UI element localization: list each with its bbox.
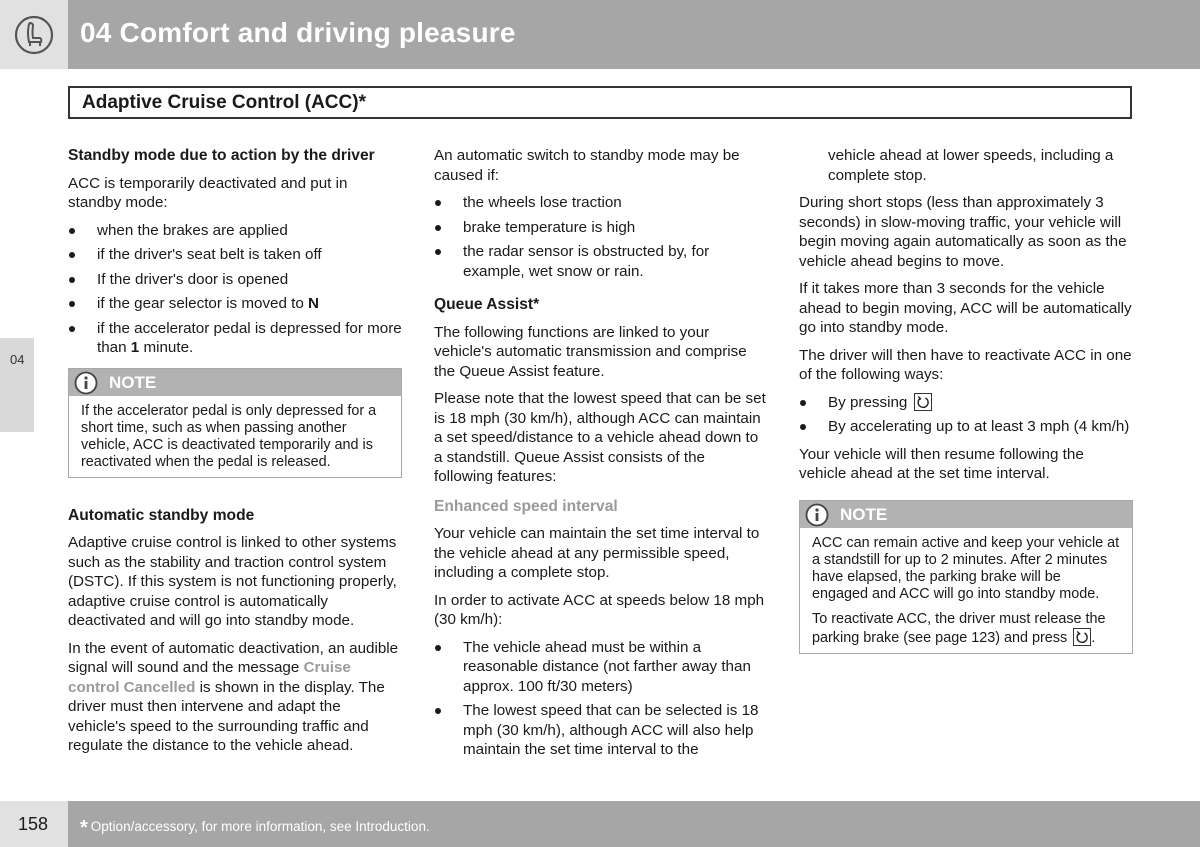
chapter-side-tab (0, 338, 34, 432)
column-1 (68, 146, 402, 764)
paragraph-text: is shown in the display. The driver must then intervene and adapt the vehicle's speed to the surrounding traffic and regulate the distance to the vehicle ahead. (68, 678, 385, 754)
list-item (434, 193, 768, 213)
bullet-dot (69, 228, 75, 234)
list-item (68, 270, 402, 290)
bullet-dot (69, 326, 75, 332)
list-item (68, 221, 402, 241)
gear-position-n: N (308, 295, 320, 312)
paragraph (68, 639, 402, 756)
bullet-list (799, 393, 1133, 437)
bullet-dot (800, 400, 806, 406)
list-item-text: The vehicle ahead must be within a reasonable distance (not farther away than approx. 100 ft/30 meters) (463, 638, 751, 695)
footnote (80, 817, 430, 840)
chapter-icon-box (0, 0, 68, 69)
list-item (68, 245, 402, 265)
list-item-text: The lowest speed that can be selected is 18 mph (30 km/h), although ACC will also help maintain the set time interval to the (463, 702, 759, 758)
side-tab-label: 04 (10, 352, 25, 367)
note-header (69, 369, 401, 396)
bullet-dot (435, 200, 441, 206)
note-text: If the accelerator pedal is only depressed for a short time, such as when passing another vehicle, ACC is deactivated temporarily and is reactivated when the pedal is released. (81, 402, 377, 470)
list-item-text: By accelerating up to at least 3 mph (4 km/h) (828, 418, 1130, 435)
heading-queue-assist: Queue Assist* (434, 296, 540, 313)
paragraph: Your vehicle will then resume following the vehicle ahead at the set time interval. (799, 445, 1084, 482)
display-message: Cruise control Cancelled (68, 659, 351, 696)
footnote-star: * (80, 817, 88, 839)
note-label: NOTE (840, 504, 888, 524)
list-item (799, 393, 1133, 413)
list-item-text: the radar sensor is obstructed by, for example, wet snow or rain. (463, 243, 710, 280)
list-item (434, 242, 768, 281)
bullet-dot (800, 424, 806, 430)
page-number: 158 (18, 814, 49, 834)
paragraph: An automatic switch to standby mode may be caused if: (434, 147, 740, 184)
note-text-part: . (1091, 629, 1096, 646)
bullet-dot (435, 225, 441, 231)
chapter-header (0, 0, 1200, 69)
paragraph: In order to activate ACC at speeds below 18 mph (30 km/h): (434, 591, 765, 628)
seat-icon (14, 15, 54, 55)
list-item (434, 701, 768, 760)
paragraph: If it takes more than 3 seconds for the vehicle ahead to begin moving, ACC will be automatically go into standby mode. (799, 280, 1132, 336)
paragraph-text: In the event of automatic deactivation, an audible signal will sound and the message (68, 639, 399, 676)
subheading-enhanced-speed: Enhanced speed interval (434, 497, 618, 515)
bullet-dot (69, 252, 75, 258)
bold-number: 1 (130, 339, 140, 356)
paragraph: The driver will then have to reactivate ACC in one of the following ways: (799, 346, 1132, 383)
resume-button-icon (1073, 628, 1091, 646)
list-item-text: By pressing (828, 393, 908, 411)
resume-button-icon (914, 393, 932, 411)
note-header (800, 501, 1132, 528)
page-footer (0, 801, 1200, 847)
note-box (799, 500, 1133, 654)
list-item-text: when the brakes are applied (97, 221, 288, 239)
footnote-text: Option/accessory, for more information, see Introduction. (90, 819, 430, 834)
bullet-dot (69, 301, 75, 307)
section-title: Adaptive Cruise Control (ACC)* (82, 92, 366, 113)
note-text: ACC can remain active and keep your vehicle at a standstill for up to 2 minutes. After 2 minutes have elapsed, the parking brake will be engaged and ACC will go into standby mode. (812, 534, 1120, 602)
heading-standby-driver: Standby mode due to action by the driver (68, 147, 375, 164)
list-item (434, 218, 768, 238)
paragraph: ACC is temporarily deactivated and put in standby mode: (68, 174, 348, 211)
bullet-list (434, 193, 768, 281)
paragraph: Your vehicle can maintain the set time interval to the vehicle ahead at any permissible speed, including a complete stop. (434, 525, 760, 581)
bullet-list (68, 221, 402, 358)
list-item-text: minute. (139, 339, 194, 356)
section-title-box (68, 86, 1132, 119)
bullet-dot (69, 277, 75, 283)
column-2 (434, 146, 768, 768)
heading-automatic-standby: Automatic standby mode (68, 506, 255, 524)
note-label: NOTE (109, 372, 157, 392)
list-item (68, 319, 402, 358)
info-icon (805, 503, 829, 527)
list-item-text: the wheels lose traction (463, 194, 622, 211)
list-item (799, 417, 1133, 437)
page-number-box (0, 801, 68, 847)
note-body (800, 528, 1132, 653)
note-box (68, 368, 402, 478)
list-item-text: If the driver's door is opened (97, 270, 289, 288)
chapter-title: 04 Comfort and driving pleasure (80, 17, 516, 48)
column-3 (799, 146, 1133, 682)
info-icon (74, 371, 98, 395)
paragraph: Adaptive cruise control is linked to other systems such as the stability and traction control system (DSTC). If this system is not functioning properly, adaptive cruise control is automatically deactivated and will go into standby mode. (68, 534, 397, 629)
list-item (68, 294, 402, 314)
note-body (69, 396, 401, 477)
list-item-text: if the driver's seat belt is taken off (97, 246, 322, 263)
paragraph-continued: vehicle ahead at lower speeds, including a complete stop. (828, 147, 1114, 184)
bullet-dot (435, 645, 441, 651)
paragraph: The following functions are linked to your vehicle's automatic transmission and comprise the Queue Assist feature. (434, 323, 747, 380)
bullet-dot (435, 249, 441, 255)
paragraph: Please note that the lowest speed that can be set is 18 mph (30 km/h), although ACC can maintain a set speed/distance to a vehicle ahead down to a standstill. Queue Assist consists of the following features: (434, 390, 766, 485)
list-item (434, 638, 768, 697)
bullet-dot (435, 708, 441, 714)
paragraph: During short stops (less than approximately 3 seconds) in slow-moving traffic, your vehicle will begin moving again automatically as soon as the vehicle ahead begins to move. (799, 194, 1127, 270)
list-item-text: if the accelerator pedal is depressed for more than (97, 319, 402, 356)
note-text (812, 611, 1120, 647)
bullet-list (434, 638, 768, 760)
list-item-text: brake temperature is high (463, 218, 636, 236)
note-text-part: To reactivate ACC, the driver must release the parking brake (see page 123) and press (812, 610, 1106, 646)
list-item-text: if the gear selector is moved to (97, 295, 309, 312)
